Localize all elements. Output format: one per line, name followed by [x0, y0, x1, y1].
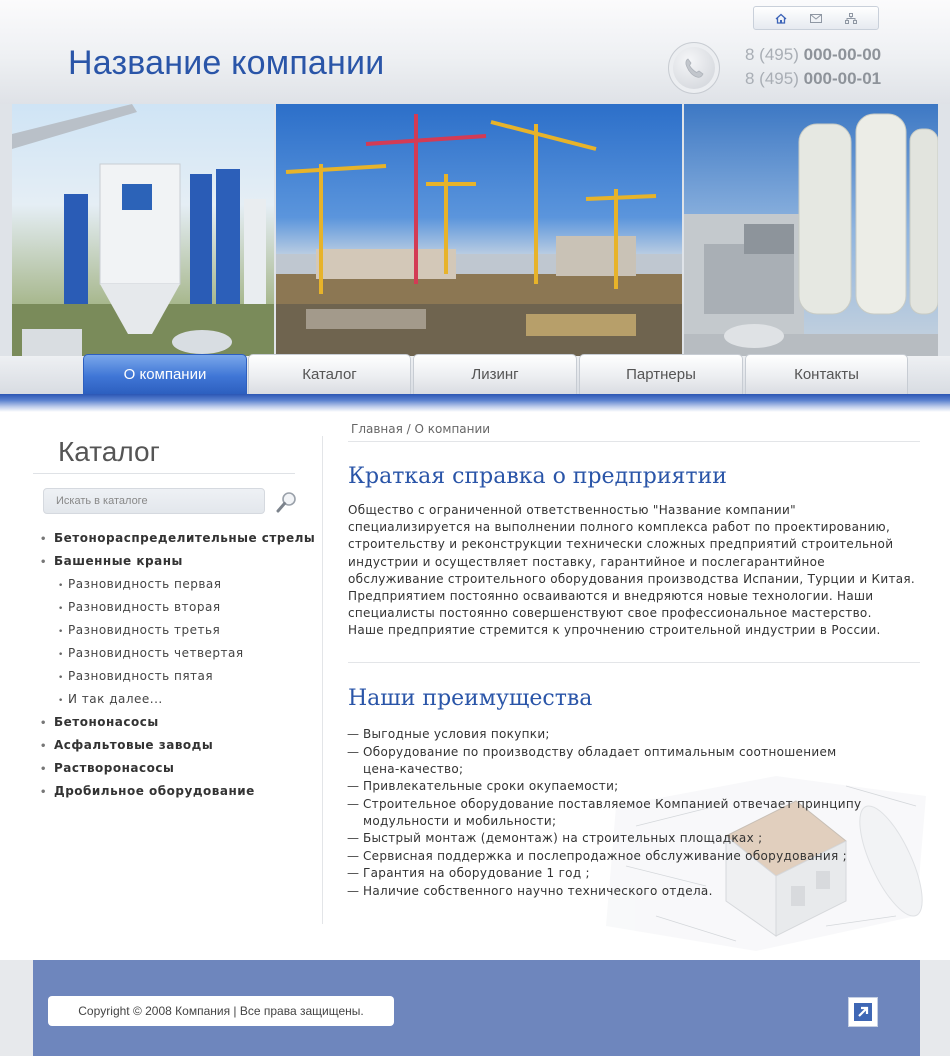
header	[0, 0, 950, 104]
catalog-item-label: Разновидность вторая	[68, 600, 221, 614]
catalog-item-label: И так далее...	[68, 692, 163, 706]
tab-about[interactable]	[83, 354, 247, 394]
tab-label: Лизинг	[471, 366, 519, 383]
about-paragraph	[348, 502, 918, 640]
catalog-subitem[interactable]: • Разновидность вторая	[58, 600, 221, 614]
phone-number: 000-00-00	[803, 45, 882, 64]
advantage-item: — Гарантия на оборудование 1 год ;	[347, 865, 867, 882]
catalog-item[interactable]: • Бетононасосы	[40, 715, 159, 729]
tab-contacts[interactable]	[745, 354, 908, 394]
phone-number-1	[745, 45, 881, 65]
mail-icon[interactable]	[808, 10, 824, 26]
breadcrumb	[351, 422, 490, 436]
column-divider	[322, 436, 323, 924]
breadcrumb-home-link[interactable]: Главная	[351, 422, 403, 436]
phone-prefix: 8 (495)	[745, 45, 799, 64]
about-line: Предприятием постоянно осваиваются и внедряются новые технологии. Наши	[348, 589, 874, 604]
catalog-item[interactable]: • Башенные краны	[40, 554, 183, 568]
banner-photo-silos	[684, 104, 938, 356]
catalog-item[interactable]: • Асфальтовые заводы	[40, 738, 214, 752]
catalog-item-label: Дробильное оборудование	[54, 784, 255, 798]
phone-prefix: 8 (495)	[745, 69, 799, 88]
banner-photo-tower-cranes	[276, 104, 682, 356]
sidebar-title: Каталог	[58, 436, 160, 467]
top-icon-bar	[753, 6, 879, 30]
sitemap-icon[interactable]	[843, 10, 859, 26]
about-heading: Краткая справка о предприятии	[348, 464, 727, 489]
search-icon[interactable]	[275, 490, 299, 514]
breadcrumb-current: О компании	[414, 422, 491, 436]
about-line: специализируется на выполнении полного комплекса работ по проектированию,	[348, 520, 891, 535]
about-line: Наше предприятие стремится к упрочнению строительной индустрии в России.	[348, 623, 881, 638]
tab-label: Каталог	[302, 366, 357, 383]
tab-leasing[interactable]	[413, 354, 577, 394]
catalog-item-label: Растворонасосы	[54, 761, 175, 775]
about-line: индустрии и осуществляет поставку, гарантийное и послегарантийное	[348, 554, 825, 569]
advantage-item: — Наличие собственного научно технического отдела.	[347, 883, 867, 900]
breadcrumb-separator: /	[406, 422, 411, 436]
tab-label: Контакты	[794, 366, 859, 383]
about-line: Общество с ограниченной ответственностью "Название компании"	[348, 503, 796, 517]
catalog-item-label: Разновидность четвертая	[68, 646, 244, 660]
phone-number-2	[745, 69, 881, 89]
copyright-text: Copyright © 2008 Компания | Все права защищены.	[48, 996, 394, 1026]
catalog-subitem[interactable]: • Разновидность четвертая	[58, 646, 244, 660]
nav-stripe	[0, 394, 950, 412]
about-line: строительству и реконструкции технически сложных предприятий строительной	[348, 537, 894, 552]
advantages-heading: Наши преимущества	[348, 686, 593, 711]
catalog-item-label: Разновидность третья	[68, 623, 221, 637]
catalog-subitem[interactable]: • Разновидность третья	[58, 623, 221, 637]
tab-catalog[interactable]	[248, 354, 411, 394]
banner	[0, 104, 950, 394]
advantage-item: — Привлекательные сроки окупаемости;	[347, 778, 867, 795]
tab-label: О компании	[123, 366, 207, 383]
catalog-item-label: Разновидность первая	[68, 577, 222, 591]
tab-partners[interactable]	[579, 354, 743, 394]
phone-number: 000-00-01	[803, 69, 882, 88]
catalog-item-label: Асфальтовые заводы	[54, 738, 214, 752]
divider	[348, 441, 920, 442]
catalog-subitem[interactable]: • Разновидность первая	[58, 577, 222, 591]
phone-icon	[668, 42, 720, 94]
tab-label: Партнеры	[626, 366, 696, 383]
home-icon[interactable]	[773, 10, 789, 26]
catalog-item-label: Башенные краны	[54, 554, 183, 568]
advantage-item: — Оборудование по производству обладает оптимальным соотношением цена-качество;	[347, 744, 837, 778]
divider	[348, 662, 920, 663]
catalog-item-label: Разновидность пятая	[68, 669, 214, 683]
advantage-item: — Сервисная поддержка и послепродажное обслуживание оборудования ;	[347, 848, 867, 865]
advantages-list	[347, 726, 867, 900]
advantage-item: — Быстрый монтаж (демонтаж) на строительных площадках ;	[347, 830, 867, 847]
catalog-item[interactable]: • Бетонораспределительные стрелы	[40, 531, 316, 545]
catalog-item[interactable]: • Дробильное оборудование	[40, 784, 255, 798]
catalog-search-input[interactable]	[43, 488, 265, 514]
advantage-item: — Строительное оборудование поставляемое Компанией отвечает принципу модульности и мобильности;	[347, 796, 867, 830]
catalog-item-label: Бетононасосы	[54, 715, 159, 729]
about-line: обслуживание строительного оборудования производства Испании, Турции и Китая.	[348, 571, 916, 586]
catalog-subitem[interactable]: • Разновидность пятая	[58, 669, 214, 683]
catalog-item[interactable]: • Растворонасосы	[40, 761, 175, 775]
divider	[33, 473, 295, 474]
advantage-item: — Выгодные условия покупки;	[347, 726, 867, 743]
catalog-item-label: Бетонораспределительные стрелы	[54, 531, 316, 545]
arrow-up-right-icon[interactable]	[848, 997, 878, 1027]
banner-photo-concrete-plant	[12, 104, 274, 356]
catalog-subitem[interactable]: • И так далее...	[58, 692, 163, 706]
about-line: специалисты постоянно совершенствуют свое профессиональное мастерство.	[348, 606, 872, 621]
company-name[interactable]: Название компании	[68, 44, 385, 82]
catalog-list	[40, 528, 316, 804]
